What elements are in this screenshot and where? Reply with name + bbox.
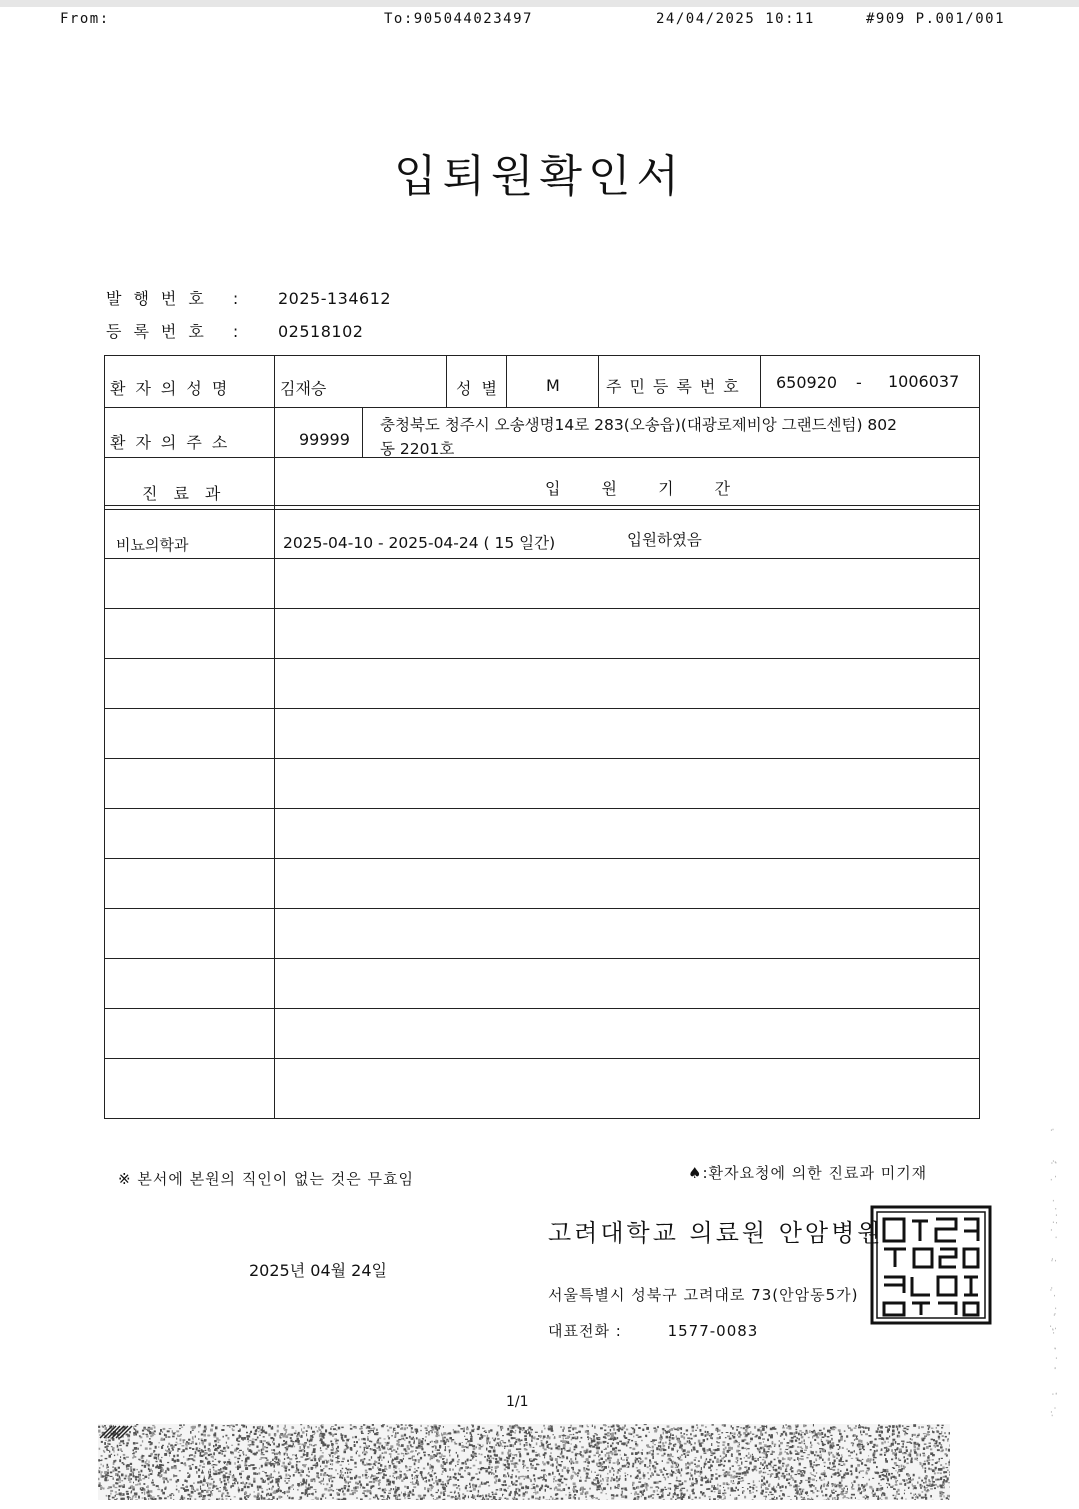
rrn-dash: - xyxy=(856,373,862,392)
record-department: 비뇨의학과 xyxy=(116,536,189,554)
address-label: 환자의주소 xyxy=(110,433,238,452)
fax-to: To:905044023497 xyxy=(384,11,533,27)
fax-from: From: xyxy=(60,11,110,27)
hospital-phone xyxy=(548,1320,758,1341)
phone-number: 1577-0083 xyxy=(667,1322,759,1340)
official-seal-stamp xyxy=(870,1205,992,1325)
table-row-line xyxy=(104,608,980,609)
issue-number-row xyxy=(106,286,391,309)
patient-name: 김재승 xyxy=(280,379,327,398)
hospital-name: 고려대학교 의료원 안암병원 xyxy=(548,1219,884,1247)
rrn-front: 650920 xyxy=(776,373,838,392)
issue-number-label: 발행번호 : xyxy=(106,289,251,308)
period-header: 입 원 기 간 xyxy=(545,479,749,498)
page-number: 1/1 xyxy=(506,1394,529,1410)
sex-label: 성별 xyxy=(456,379,507,398)
table-row-line xyxy=(104,858,980,859)
table-column-line xyxy=(760,355,761,407)
table-row-line xyxy=(104,658,980,659)
sex-value: M xyxy=(546,376,560,395)
table-row-line xyxy=(104,708,980,709)
issue-date: 2025년 04월 24일 xyxy=(249,1261,387,1280)
record-status: 입원하였음 xyxy=(627,531,702,549)
table-column-line xyxy=(274,355,275,1119)
rrn-label: 주민등록번호 xyxy=(606,377,747,396)
record-period: 2025-04-10 - 2025-04-24 ( 15 일간) xyxy=(283,534,556,552)
hospital-address: 서울특별시 성북구 고려대로 73(안암동5가) xyxy=(548,1286,859,1304)
table-row-line xyxy=(104,505,980,506)
issue-number-value: 2025-134612 xyxy=(278,289,392,308)
table-row-line xyxy=(104,808,980,809)
admission-table xyxy=(104,355,980,1119)
document-title: 입퇴원확인서 xyxy=(393,151,686,202)
address-line2: 동 2201호 xyxy=(380,440,455,458)
address-line1: 충청북도 청주시 오송생명14로 283(오송읍)(대광로제비앙 그랜드센텀) 802 xyxy=(380,416,898,434)
patient-name-label: 환자의성명 xyxy=(110,379,238,398)
table-row-line xyxy=(104,457,980,458)
phone-label: 대표전화 : xyxy=(548,1322,622,1340)
department-header: 진료과 xyxy=(142,484,237,503)
address-zip: 99999 xyxy=(299,430,350,449)
table-row-line xyxy=(104,1058,980,1059)
table-row-line xyxy=(104,758,980,759)
rrn-back: 1006037 xyxy=(888,372,960,391)
table-row-line xyxy=(104,407,980,408)
table-row-line xyxy=(104,558,980,559)
request-note: ♠:환자요청에 의한 진료과 미기재 xyxy=(688,1164,928,1182)
registration-number-label: 등록번호 : xyxy=(106,322,251,341)
table-row-line xyxy=(104,958,980,959)
fax-top-strip xyxy=(0,0,1079,7)
fax-datetime: 24/04/2025 10:11 xyxy=(656,11,815,27)
table-row-line xyxy=(104,1008,980,1009)
fax-page: #909 P.001/001 xyxy=(866,11,1006,27)
fax-noise-band xyxy=(98,1424,950,1500)
table-column-line xyxy=(362,407,363,457)
registration-number-row xyxy=(106,319,363,342)
table-row-line xyxy=(104,509,980,510)
scan-specks xyxy=(1050,1120,1058,1420)
registration-number-value: 02518102 xyxy=(278,322,364,341)
table-row-line xyxy=(104,908,980,909)
table-column-line xyxy=(598,355,599,407)
validity-note: ※ 본서에 본원의 직인이 없는 것은 무효임 xyxy=(118,1170,415,1188)
table-column-line xyxy=(446,355,447,407)
